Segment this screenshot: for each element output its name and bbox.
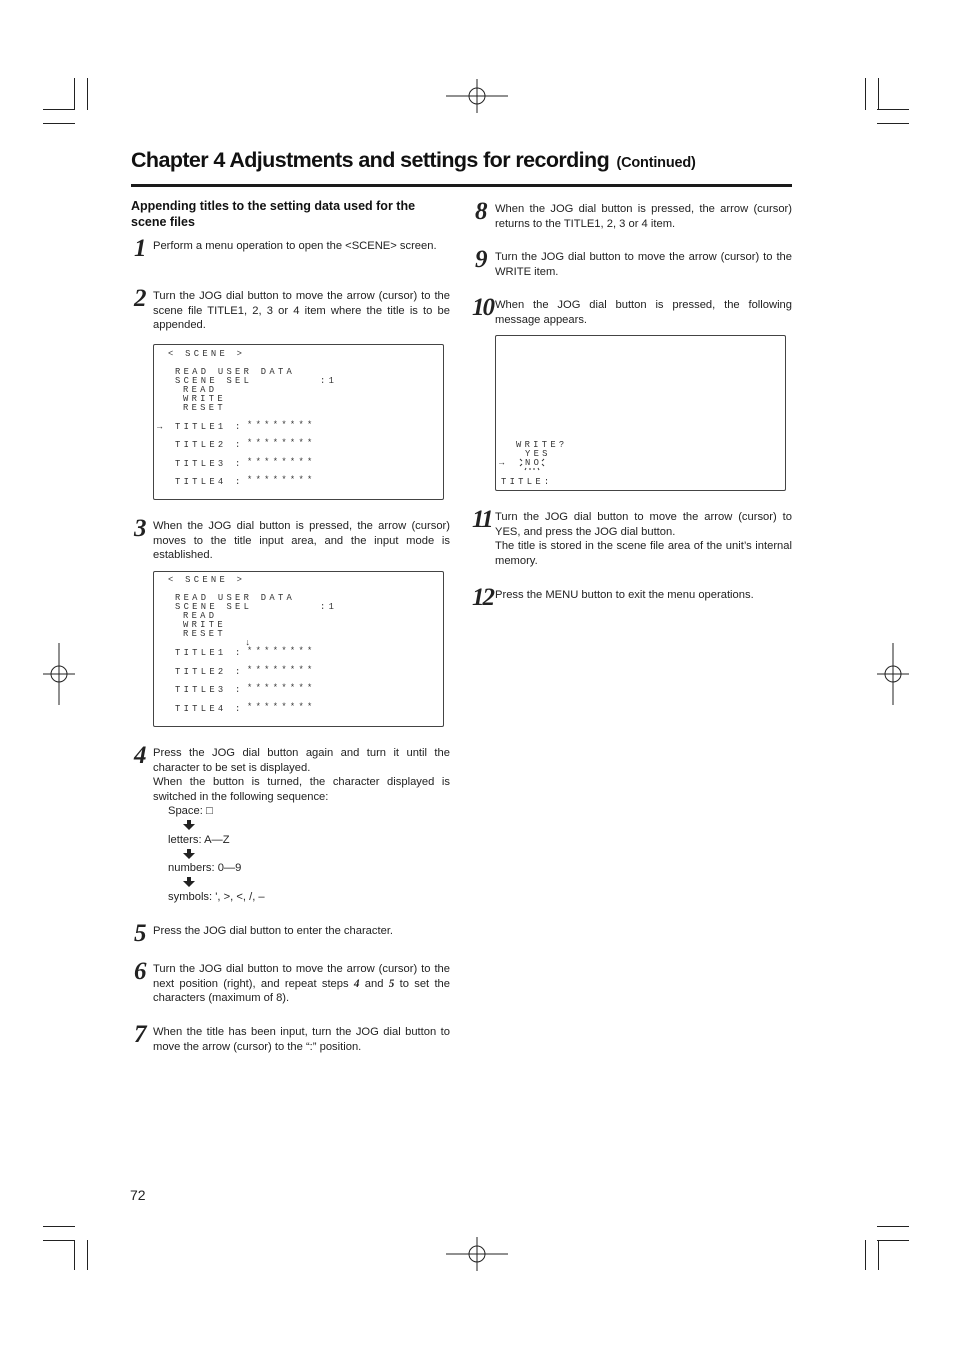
step-number-3: 3 [134, 515, 147, 542]
sequence-space: Space: □ [168, 805, 213, 817]
step-ref-5: 5 [388, 977, 395, 990]
cursor-arrow: → [499, 458, 508, 468]
step-9-text: Turn the JOG dial button to move the arrow (cursor) to the WRITE item. [495, 251, 792, 278]
chapter-title [131, 148, 696, 173]
step-3-text: When the JOG dial button is pressed, the arrow (cursor) moves to the title input area, and the input mode is established. [153, 520, 450, 561]
registration-target-right [877, 643, 909, 705]
down-arrow-icon [183, 877, 195, 887]
step-ref-4: 4 [353, 977, 360, 990]
cursor-arrow: → [157, 422, 166, 432]
input-cursor-arrow: ↓ [245, 638, 254, 648]
title-label: TITLE: [501, 477, 553, 487]
sequence-numbers: numbers: 0—9 [168, 862, 242, 874]
scene-input-screen [153, 571, 444, 727]
step-10-text: When the JOG dial button is pressed, the following message appears. [495, 299, 792, 326]
title-rule [131, 184, 792, 187]
step-number-4: 4 [134, 742, 147, 769]
step-number-11: 11 [472, 506, 492, 533]
write-confirm-screen [495, 335, 786, 491]
title1-value: ******** [247, 646, 316, 656]
title3-item: TITLE3 : [175, 685, 244, 695]
step-4-text-b: When the button is turned, the character displayed is switched in the following sequence: [153, 776, 450, 803]
title4-item: TITLE4 : [175, 477, 244, 487]
no-option: NO [525, 458, 543, 468]
sequence-symbols: symbols: ', >, <, /, – [168, 891, 265, 903]
down-arrow-icon [183, 849, 195, 859]
step-number-8: 8 [475, 198, 488, 225]
step-11-text [495, 510, 792, 568]
read-user-data-item: READ USER DATA [175, 367, 296, 377]
title4-value: ******** [247, 475, 316, 485]
step-number-7: 7 [134, 1021, 147, 1048]
sequence-letters: letters: A—Z [168, 834, 230, 846]
reset-item: RESET [183, 403, 226, 413]
step-1-text: Perform a menu operation to open the <SCENE> screen. [153, 240, 437, 252]
title4-value: ******** [247, 702, 316, 712]
chapter-title-text: Chapter 4 Adjustments and settings for recording [131, 148, 610, 172]
down-arrow-icon [183, 820, 195, 830]
step-11-text-b: The title is stored in the scene file area of the unit’s internal memory. [495, 540, 792, 567]
step-6-text [153, 962, 450, 1006]
read-item: READ [183, 611, 218, 621]
step-11-text-a: Turn the JOG dial button to move the arrow (cursor) to YES, and press the JOG dial button. [495, 511, 792, 538]
step-7-text: When the title has been input, turn the JOG dial button to move the arrow (cursor) to the “:” position. [153, 1026, 450, 1053]
step-12-text: Press the MENU button to exit the menu operations. [495, 589, 754, 601]
title1-value: ******** [247, 420, 316, 430]
section-heading: Appending titles to the setting data used for the scene files [131, 199, 416, 229]
title4-item: TITLE4 : [175, 704, 244, 714]
title3-value: ******** [247, 457, 316, 467]
registration-target-bottom [446, 1237, 508, 1271]
step-6-text-mid: and [359, 977, 389, 990]
step-4-text [153, 746, 450, 804]
step-2-text: Turn the JOG dial button to move the arrow (cursor) to the scene file TITLE1, 2, 3 or 4 item where the title is to be appended. [153, 290, 450, 331]
read-item: READ [183, 385, 218, 395]
step-number-1: 1 [134, 235, 147, 262]
step-8-text: When the JOG dial button is pressed, the arrow (cursor) returns to the TITLE1, 2, 3 or 4 item. [495, 203, 792, 230]
scene-sel-item: SCENE SEL [175, 602, 253, 612]
screen-header: < SCENE > [168, 349, 246, 359]
continued-label: (Continued) [616, 155, 696, 171]
title2-item: TITLE2 : [175, 667, 244, 677]
step-number-10: 10 [472, 294, 493, 321]
title1-item: TITLE1 : [175, 648, 244, 658]
title2-item: TITLE2 : [175, 440, 244, 450]
step-number-12: 12 [472, 584, 493, 611]
read-user-data-item: READ USER DATA [175, 593, 296, 603]
blink-indicator-icon [518, 455, 546, 471]
write-question: WRITE? [516, 440, 568, 450]
step-4-text-a: Press the JOG dial button again and turn it until the character to be set is displayed. [153, 747, 450, 774]
step-number-2: 2 [134, 285, 147, 312]
title1-item: TITLE1 : [175, 422, 244, 432]
title3-item: TITLE3 : [175, 459, 244, 469]
registration-target-top [446, 79, 508, 113]
title3-value: ******** [247, 683, 316, 693]
write-item: WRITE [183, 620, 226, 630]
scene-sel-item: SCENE SEL [175, 376, 253, 386]
reset-item: RESET [183, 629, 226, 639]
page-number: 72 [130, 1187, 146, 1203]
title2-value: ******** [247, 438, 316, 448]
title2-value: ******** [247, 665, 316, 675]
step-5-text: Press the JOG dial button to enter the character. [153, 925, 394, 937]
step-6-text-pre: Turn the JOG dial button to move the arrow (cursor) to the next position (right), and repeat steps [153, 963, 450, 990]
registration-target-left [43, 643, 75, 705]
scene-sel-value: :1 [320, 376, 338, 386]
step-number-9: 9 [475, 246, 488, 273]
scene-sel-value: :1 [320, 602, 338, 612]
scene-menu-screen [153, 344, 444, 500]
step-number-6: 6 [134, 958, 147, 985]
yes-option: YES [525, 449, 551, 459]
step-6-text-post: to set the characters (maximum of 8). [153, 977, 450, 1004]
screen-header: < SCENE > [168, 575, 246, 585]
step-number-5: 5 [134, 920, 147, 947]
write-item: WRITE [183, 394, 226, 404]
